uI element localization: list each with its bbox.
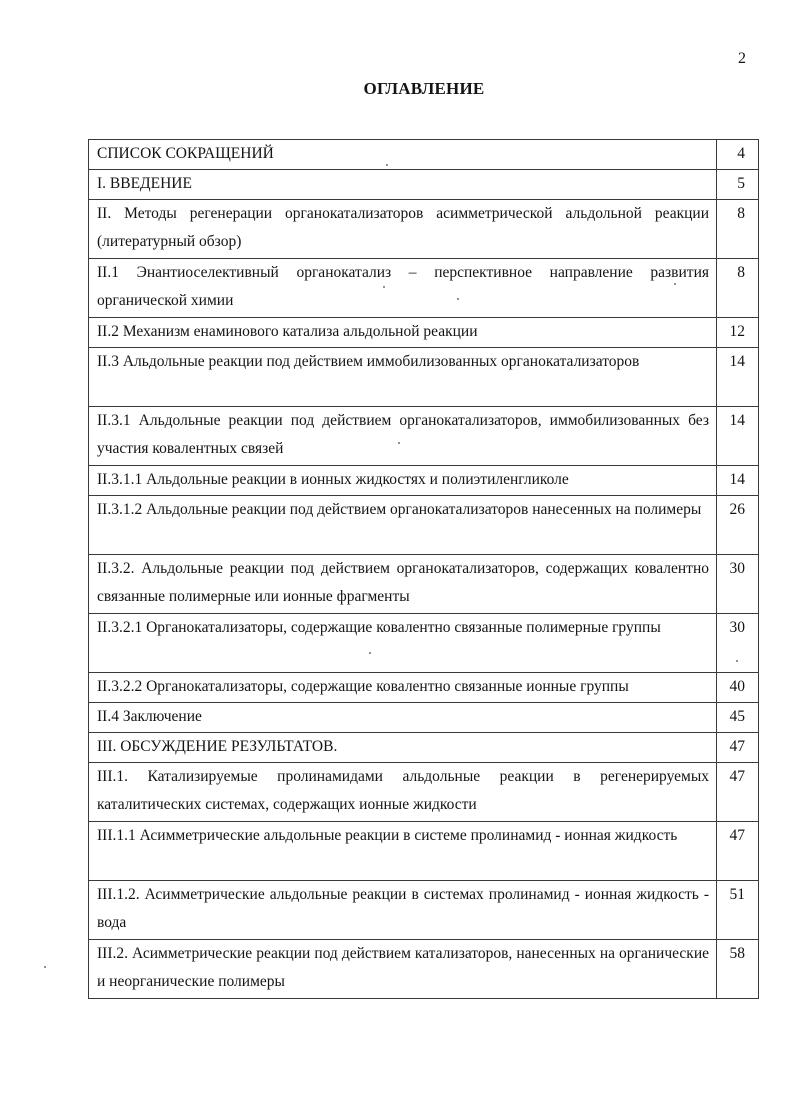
toc-row xyxy=(89,940,759,999)
toc-row xyxy=(89,733,759,763)
scan-speck xyxy=(383,286,385,288)
toc-entry-page: 12 xyxy=(717,318,759,348)
scan-speck xyxy=(398,442,400,444)
toc-entry-title: III. ОБСУЖДЕНИЕ РЕЗУЛЬТАТОВ. xyxy=(89,733,717,763)
toc-row xyxy=(89,140,759,170)
toc-entry-page: 14 xyxy=(717,348,759,407)
toc-entry-page: 8 xyxy=(717,200,759,259)
toc-entry-title: II.3.1 Альдольные реакции под действием органокатализаторов, иммобилизованных без участия ковалентных связей xyxy=(89,407,717,466)
toc-row xyxy=(89,881,759,940)
toc-entry-title: III.1. Катализируемые пролинамидами альдольные реакции в регенерируемых каталитических системах, содержащих ионные жидкости xyxy=(89,763,717,822)
toc-entry-page: 45 xyxy=(717,703,759,733)
scan-speck xyxy=(736,660,738,662)
toc-entry-title: II.3.2.2 Органокатализаторы, содержащие ковалентно связанные ионные группы xyxy=(89,673,717,703)
toc-row xyxy=(89,200,759,259)
toc-entry-page: 4 xyxy=(717,140,759,170)
toc-entry-page: 51 xyxy=(717,881,759,940)
toc-entry-page: 58 xyxy=(717,940,759,999)
toc-entry-page: 30 xyxy=(717,555,759,614)
toc-entry-page: 47 xyxy=(717,733,759,763)
toc-entry-title: II. Методы регенерации органокатализаторов асимметрической альдольной реакции (литературный обзор) xyxy=(89,200,717,259)
toc-entry-page: 26 xyxy=(717,496,759,555)
toc-entry-page: 40 xyxy=(717,673,759,703)
page-title: ОГЛАВЛЕНИЕ xyxy=(363,79,485,98)
scan-speck xyxy=(386,164,388,166)
toc-entry-title: II.3.2. Альдольные реакции под действием органокатализаторов, содержащих ковалентно связанные полимерные или ионные фрагменты xyxy=(89,555,717,614)
toc-entry-title: II.3 Альдольные реакции под действием иммобилизованных органокатализаторов xyxy=(89,348,717,407)
toc-row xyxy=(89,466,759,496)
toc-table xyxy=(88,139,759,999)
toc-entry-page: 14 xyxy=(717,466,759,496)
toc-entry-title: I. ВВЕДЕНИЕ xyxy=(89,170,717,200)
toc-entry-title: II.2 Механизм енаминового катализа альдольной реакции xyxy=(89,318,717,348)
toc-row xyxy=(89,318,759,348)
toc-entry-title: III.2. Асимметрические реакции под действием катализаторов, нанесенных на органические и неорганические полимеры xyxy=(89,940,717,999)
toc-entry-title: II.4 Заключение xyxy=(89,703,717,733)
toc-row xyxy=(89,614,759,673)
toc-entry-page: 5 xyxy=(717,170,759,200)
page-number: 2 xyxy=(738,50,746,67)
toc-row xyxy=(89,348,759,407)
toc-row xyxy=(89,555,759,614)
toc-entry-page: 8 xyxy=(717,259,759,318)
toc-row xyxy=(89,673,759,703)
toc-entry-page: 14 xyxy=(717,407,759,466)
scan-speck xyxy=(369,652,371,654)
toc-row xyxy=(89,170,759,200)
scan-speck xyxy=(674,283,676,285)
toc-entry-title: II.3.1.2 Альдольные реакции под действием органокатализаторов нанесенных на полимеры xyxy=(89,496,717,555)
scan-speck xyxy=(457,298,459,300)
toc-entry-title: II.1 Энантиоселективный органокатализ – перспективное направление развития органической химии xyxy=(89,259,717,318)
toc-row xyxy=(89,822,759,881)
toc-entry-title: II.3.2.1 Органокатализаторы, содержащие ковалентно связанные полимерные группы xyxy=(89,614,717,673)
toc-entry-title: СПИСОК СОКРАЩЕНИЙ xyxy=(89,140,717,170)
toc-entry-title: II.3.1.1 Альдольные реакции в ионных жидкостях и полиэтиленгликоле xyxy=(89,466,717,496)
toc-entry-title: III.1.2. Асимметрические альдольные реакции в системах пролинамид - ионная жидкость - вода xyxy=(89,881,717,940)
toc-row xyxy=(89,259,759,318)
toc-entry-page: 30 xyxy=(717,614,759,673)
toc-row xyxy=(89,407,759,466)
toc-row xyxy=(89,763,759,822)
toc-row xyxy=(89,496,759,555)
toc-entry-title: III.1.1 Асимметрические альдольные реакции в системе пролинамид - ионная жидкость xyxy=(89,822,717,881)
scan-speck xyxy=(44,966,46,968)
toc-row xyxy=(89,703,759,733)
toc-entry-page: 47 xyxy=(717,763,759,822)
toc-entry-page: 47 xyxy=(717,822,759,881)
